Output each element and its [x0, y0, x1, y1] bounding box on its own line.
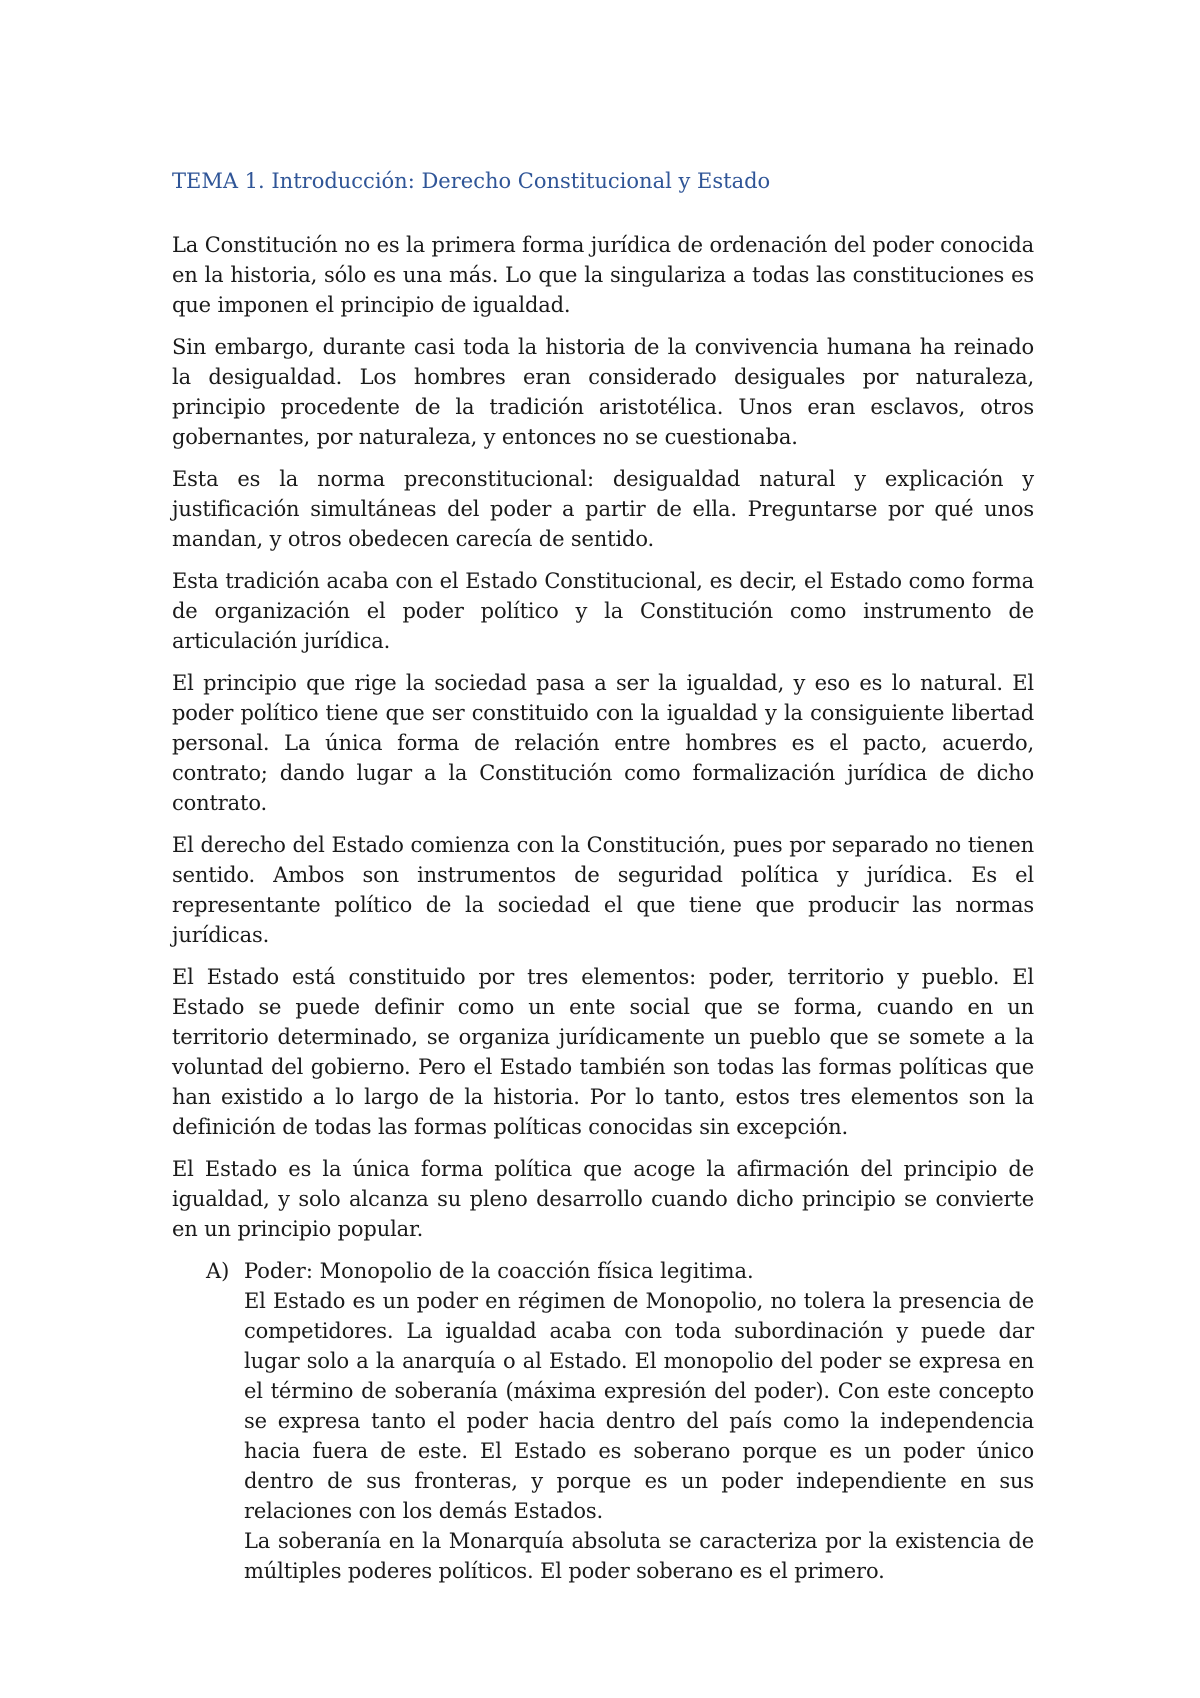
list-item-body-2: La soberanía en la Monarquía absoluta se caracteriza por la existencia de múltiples poderes políticos. El poder soberano es el primero.	[244, 1529, 1034, 1583]
paragraph-2: Sin embargo, durante casi toda la historia de la convivencia humana ha reinado la desigualdad. Los hombres eran considerado desiguales por naturaleza, principio procedente de la tradición aristotélica. Unos eran esclavos, otros gobernantes, por naturaleza, y entonces no se cuestionaba.	[172, 335, 1034, 449]
list-item-heading: Poder: Monopolio de la coacción física legitima.	[244, 1259, 754, 1283]
paragraph-7: El Estado está constituido por tres elementos: poder, territorio y pueblo. El Estado se puede definir como un ente social que se forma, cuando en un territorio determinado, se organiza jurídicamente un pueblo que se somete a la voluntad del gobierno. Pero el Estado también son todas las formas políticas que han existido a lo largo de la historia. Por lo tanto, estos tres elementos son la definición de todas las formas políticas conocidas sin excepción.	[172, 965, 1034, 1139]
list-item	[172, 1256, 1034, 1586]
paragraph-5: El principio que rige la sociedad pasa a ser la igualdad, y eso es lo natural. El poder político tiene que ser constituido con la igualdad y la consiguiente libertad personal. La única forma de relación entre hombres es el pacto, acuerdo, contrato; dando lugar a la Constitución como formalización jurídica de dicho contrato.	[172, 671, 1034, 815]
paragraph-1: La Constitución no es la primera forma jurídica de ordenación del poder conocida en la historia, sólo es una más. Lo que la singulariza a todas las constituciones es que imponen el principio de igualdad.	[172, 233, 1034, 317]
document-title: TEMA 1. Introducción: Derecho Constitucional y Estado	[172, 169, 771, 193]
list-item-body-1: El Estado es un poder en régimen de Monopolio, no tolera la presencia de competidores. La igualdad acaba con toda subordinación y puede dar lugar solo a la anarquía o al Estado. El monopolio del poder se expresa en el término de soberanía (máxima expresión del poder). Con este concepto se expresa tanto el poder hacia dentro del país como la independencia hacia fuera de este. El Estado es soberano porque es un poder único dentro de sus fronteras, y porque es un poder independiente en sus relaciones con los demás Estados.	[244, 1289, 1034, 1523]
paragraph-4: Esta tradición acaba con el Estado Constitucional, es decir, el Estado como forma de organización el poder político y la Constitución como instrumento de articulación jurídica.	[172, 569, 1034, 653]
paragraph-6: El derecho del Estado comienza con la Constitución, pues por separado no tienen sentido. Ambos son instrumentos de seguridad política y jurídica. Es el representante político de la sociedad el que tiene que producir las normas jurídicas.	[172, 833, 1034, 947]
outline-list	[172, 1256, 1034, 1586]
list-marker: A)	[206, 1259, 230, 1283]
paragraph-3: Esta es la norma preconstitucional: desigualdad natural y explicación y justificación simultáneas del poder a partir de ella. Preguntarse por qué unos mandan, y otros obedecen carecía de sentido.	[172, 467, 1034, 551]
document-content	[172, 166, 1034, 1586]
paragraph-8: El Estado es la única forma política que acoge la afirmación del principio de igualdad, y solo alcanza su pleno desarrollo cuando dicho principio se convierte en un principio popular.	[172, 1157, 1034, 1241]
